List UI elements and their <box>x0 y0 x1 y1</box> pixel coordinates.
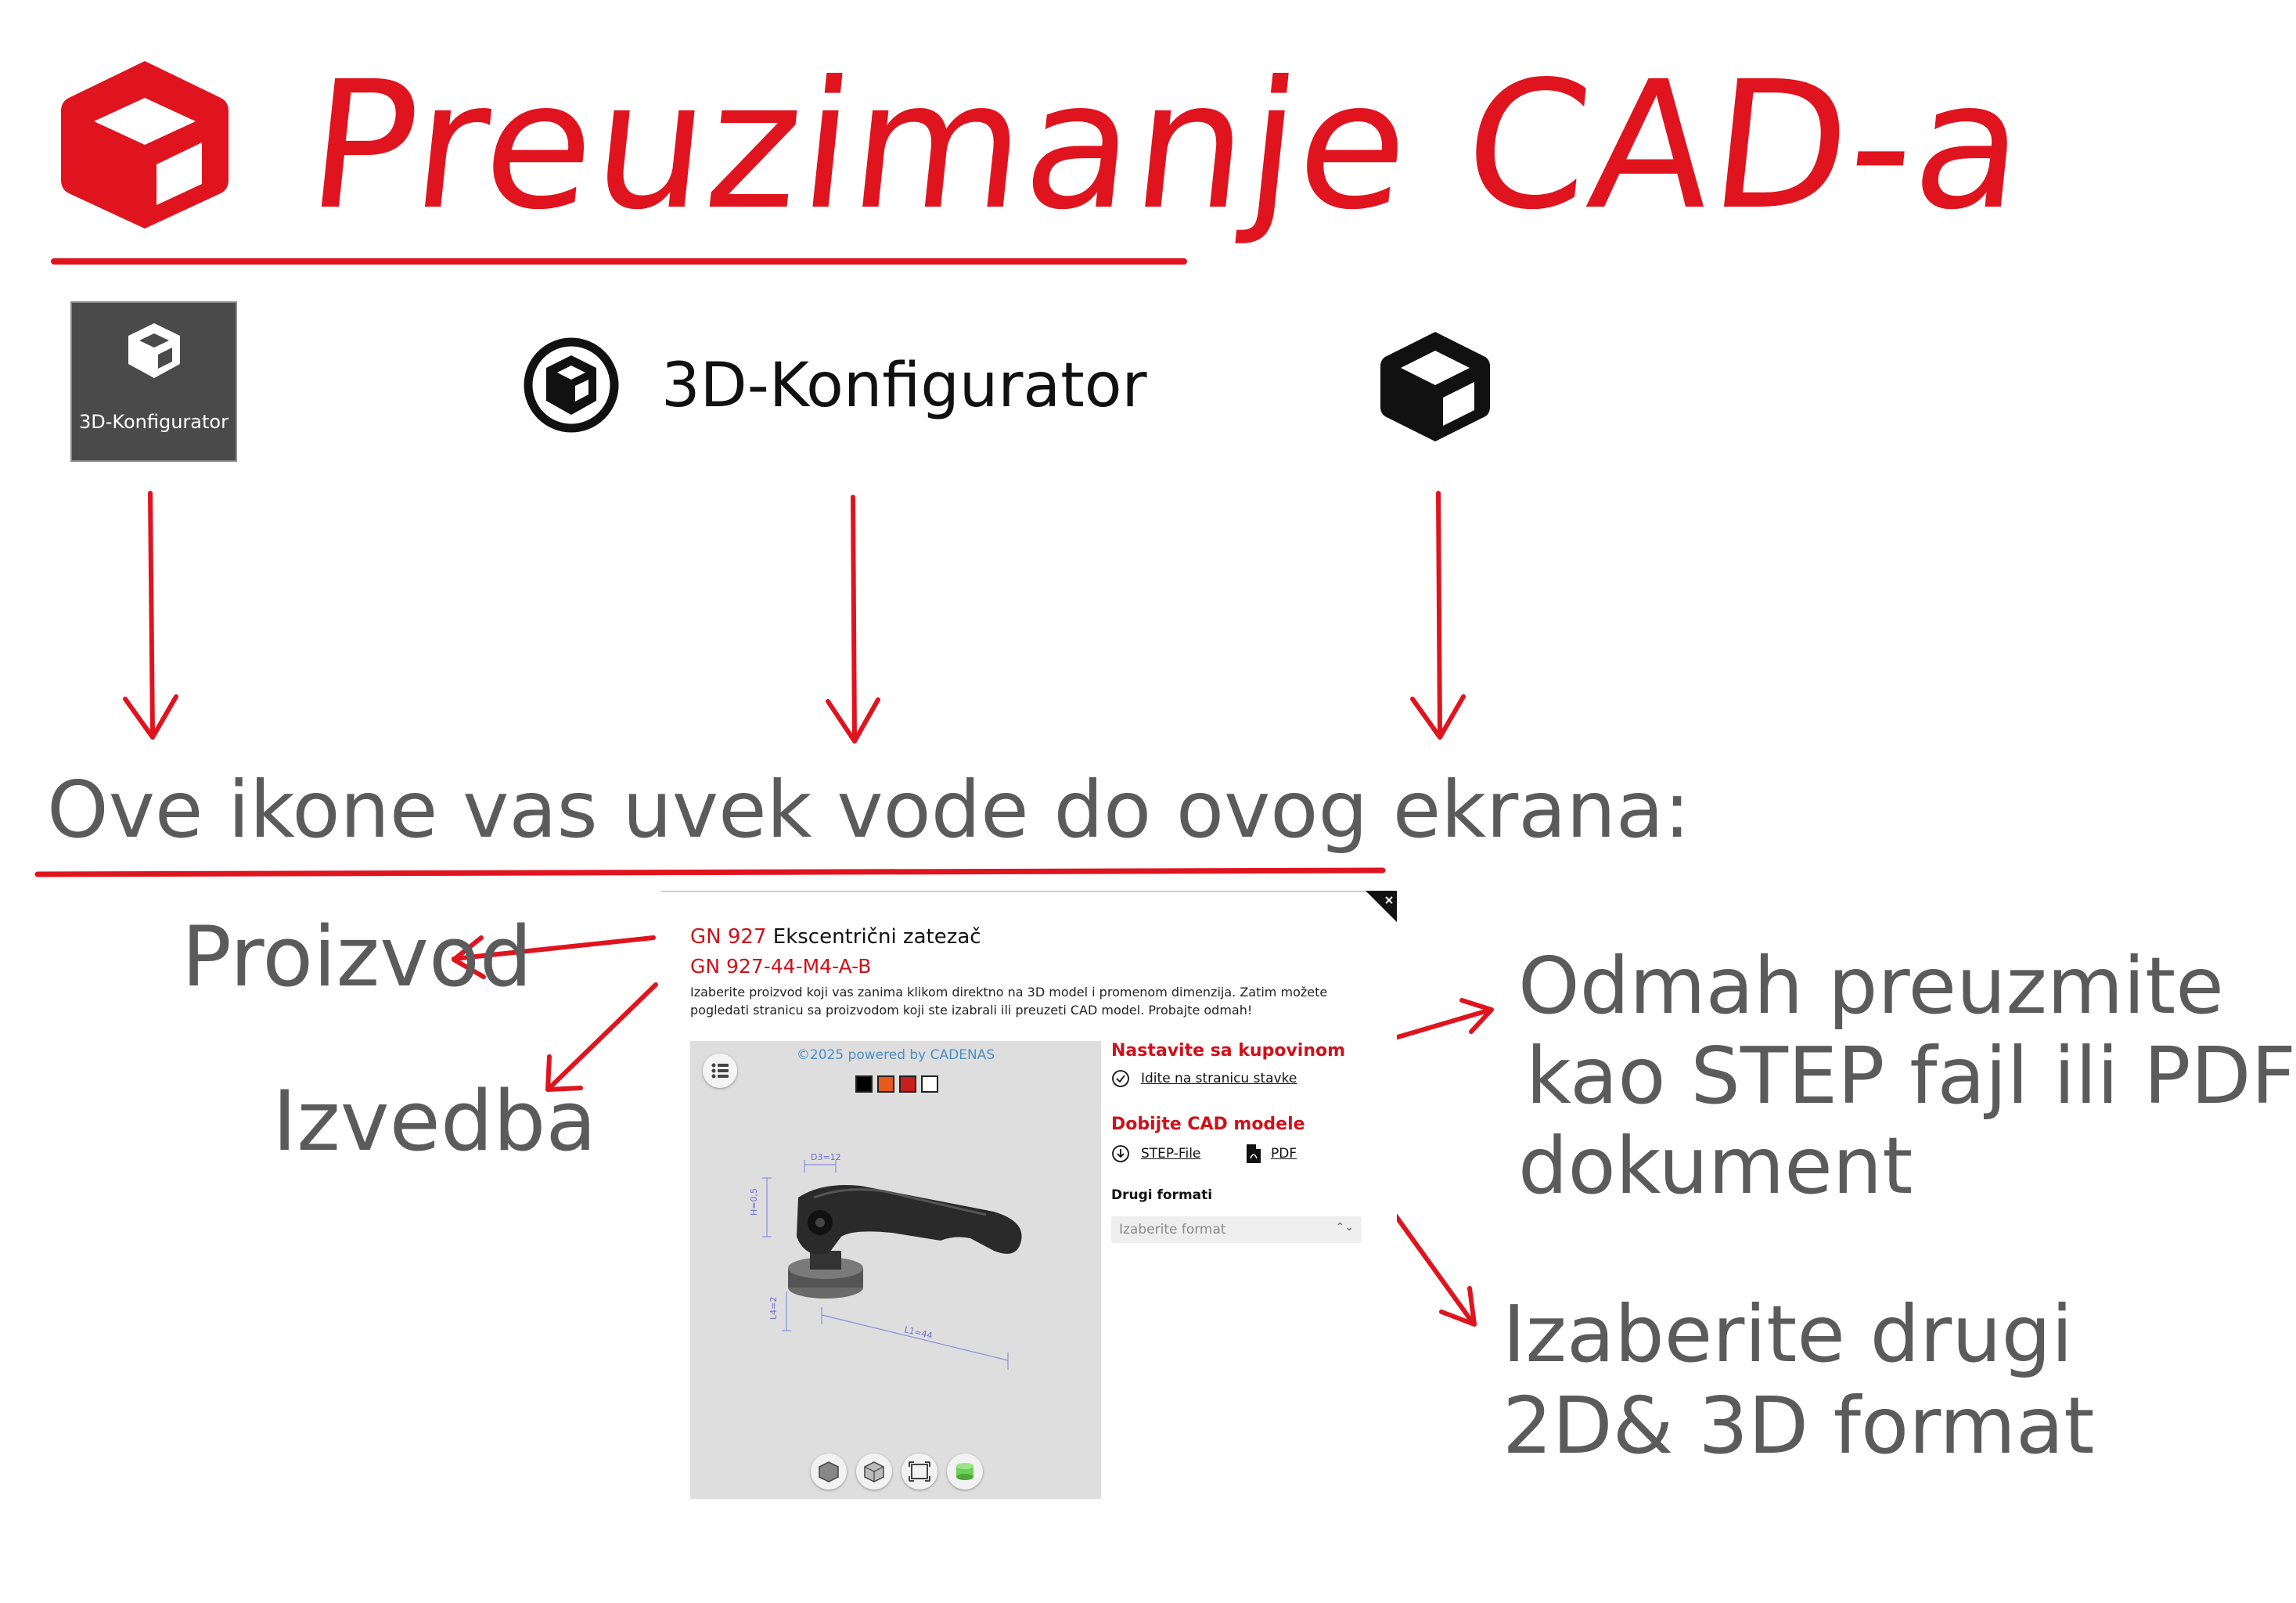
fit-screen-icon <box>901 1454 937 1490</box>
solid-cube-icon <box>811 1454 847 1490</box>
page-title: Preuzimanje CAD-a <box>300 44 2036 249</box>
view-solid-button[interactable] <box>811 1454 847 1490</box>
annotation-formats-line2: 2D& 3D format <box>1502 1380 2095 1472</box>
product-3d-model[interactable] <box>736 1151 1049 1385</box>
dim-l1: L1=44 <box>903 1324 934 1342</box>
dim-d3: D3=12 <box>811 1152 841 1162</box>
dim-l4: L4=2 <box>768 1296 779 1320</box>
color-swatch-red[interactable] <box>899 1075 916 1093</box>
cylinder-icon <box>947 1454 983 1490</box>
product-code: GN 927 <box>690 925 767 949</box>
format-select-value: Izaberite format <box>1119 1222 1226 1237</box>
shopping-heading: Nastavite sa kupovinom <box>1111 1041 1346 1061</box>
color-swatch-orange[interactable] <box>877 1075 894 1093</box>
dim-h: H=0,5 <box>749 1188 759 1216</box>
chevron-updown-icon: ⌃⌄ <box>1335 1221 1354 1234</box>
section-view-button[interactable] <box>947 1454 983 1490</box>
annotation-product: Proizvod <box>182 909 533 1005</box>
annotation-download-line3: dokument <box>1518 1120 1913 1212</box>
list-icon <box>703 1054 737 1088</box>
variant-code: GN 927-44-M4-A-B <box>690 955 872 978</box>
check-circle-icon <box>1111 1069 1130 1088</box>
viewer-menu-button[interactable] <box>703 1054 737 1088</box>
tile-label: 3D-Konfigurator <box>79 411 229 433</box>
color-swatch-black[interactable] <box>855 1075 873 1093</box>
configurator-label: 3D-Konfigurator <box>661 351 1147 421</box>
wireframe-cube-icon <box>856 1454 892 1490</box>
other-formats-heading: Drugi formati <box>1111 1187 1213 1203</box>
annotation-download-line2: kao STEP fajl ili PDF <box>1526 1030 2296 1122</box>
panel-divider <box>661 891 1397 892</box>
view-wireframe-button[interactable] <box>856 1454 892 1490</box>
product-name: Ekscentrični zatezač <box>772 925 981 949</box>
item-page-link[interactable]: Idite na stranicu stavke <box>1141 1071 1297 1086</box>
powered-by-text: ©2025 powered by CADENAS <box>796 1047 995 1063</box>
close-icon[interactable] <box>1366 891 1397 922</box>
step-file-link[interactable]: STEP-File <box>1141 1146 1201 1162</box>
fit-view-button[interactable] <box>901 1454 937 1490</box>
download-icon <box>1111 1144 1130 1163</box>
pdf-link[interactable]: PDF <box>1271 1146 1297 1162</box>
pdf-file-icon <box>1244 1143 1263 1165</box>
annotation-variant: Izvedba <box>272 1073 597 1169</box>
product-title <box>690 925 981 949</box>
annotation-formats-line1: Izaberite drugi <box>1502 1288 2073 1380</box>
caption-text: Ove ikone vas uvek vode do ovog ekrana: <box>47 764 1690 856</box>
cad-heading: Dobijte CAD modele <box>1111 1115 1305 1134</box>
format-select[interactable] <box>1111 1216 1362 1243</box>
annotation-download-line1: Odmah preuzmite <box>1518 940 2224 1032</box>
color-swatch-white[interactable] <box>921 1075 938 1093</box>
product-description: Izaberite proizvod koji vas zanima klikom direktno na 3D model i promenom dimenzija. Zatim možete pogledati stranicu sa proizvodom koji ste izabrali ili preuzeti CAD model. Probajte odmah! <box>690 985 1328 1018</box>
